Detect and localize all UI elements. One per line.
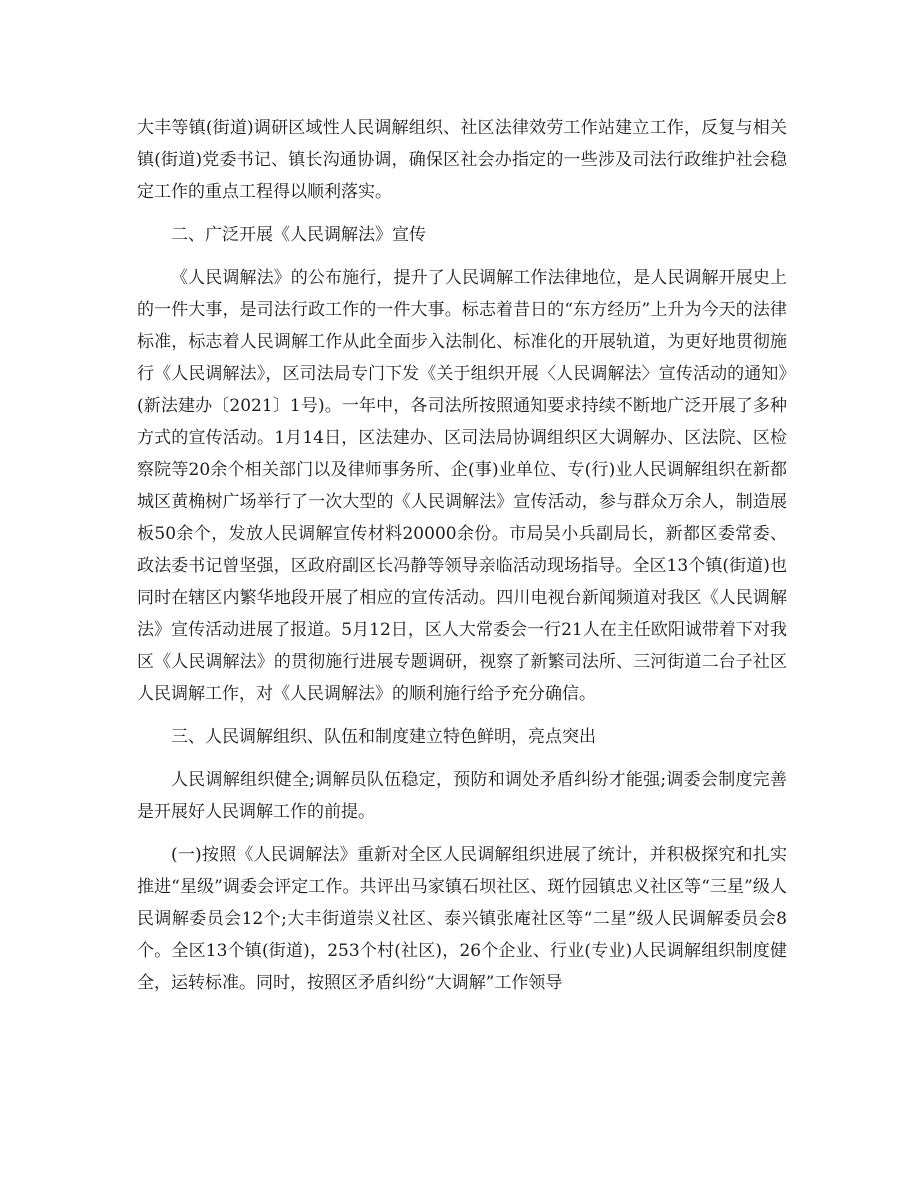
paragraph-continuation: 大丰等镇(街道)调研区域性人民调解组织、社区法律效劳工作站建立工作，反复与相关镇(街道)党委书记、镇长沟通协调，确保区社会办指定的一些涉及司法行政维护社会稳定工作的重点工程得以顺利落实。 [137, 118, 787, 202]
section-heading-3: 三、人民调解组织、队伍和制度建立特色鲜明，亮点突出 [171, 727, 596, 747]
paragraph-star-rating: (一)按照《人民调解法》重新对全区人民调解组织进展了统计，并积极探究和扎实推进“星级”调委会评定工作。共评出马家镇石坝社区、斑竹园镇忠义社区等“三星”级人民调解委员会12个;大丰街道崇义社区、泰兴镇张庵社区等“二星”级人民调解委员会8个。全区13个镇(街道)，253个村(社区)，26个企业、行业(专业)人民调解组织制度健全，运转标准。同时，按照区矛盾纠纷“大调解”工作领导 [137, 845, 787, 993]
paragraph-mediation-organization: 人民调解组织健全;调解员队伍稳定，预防和调处矛盾纠纷才能强;调委会制度完善是开展好人民调解工作的前提。 [137, 770, 787, 822]
document-body [137, 112, 787, 1010]
section-heading-2: 二、广泛开展《人民调解法》宣传 [171, 225, 426, 245]
paragraph-mediation-law-publicity: 《人民调解法》的公布施行，提升了人民调解工作法律地位，是人民调解开展史上的一件大事，是司法行政工作的一件大事。标志着昔日的“东方经历”上升为今天的法律标准，标志着人民调解工作从此全面步入法制化、标准化的开展轨道，为更好地贯彻施行《人民调解法》，区司法局专门下发《关于组织开展〈人民调解法〉宣传活动的通知》(新法建办〔2021〕1号)。一年中，各司法所按照通知要求持续不断地广泛开展了多种方式的宣传活动。1月14日，区法建办、区司法局协调组织区大调解办、区法院、区检察院等20余个相关部门以及律师事务所、企(事)业单位、专(行)业人民调解组织在新都城区黄桷树广场举行了一次大型的《人民调解法》宣传活动，参与群众万余人，制造展板50余个，发放人民调解宣传材料20000余份。市局吴小兵副局长，新都区委常委、政法委书记曾坚强，区政府副区长冯静等领导亲临活动现场指导。全区13个镇(街道)也同时在辖区内繁华地段开展了相应的宣传活动。四川电视台新闻频道对我区《人民调解法》宣传活动进展了报道。5月12日，区人大常委会一行21人在主任欧阳诚带着下对我区《人民调解法》的贯彻施行进展专题调研，视察了新繁司法所、三河街道二台子社区人民调解工作，对《人民调解法》的顺利施行给予充分确信。 [137, 268, 787, 704]
